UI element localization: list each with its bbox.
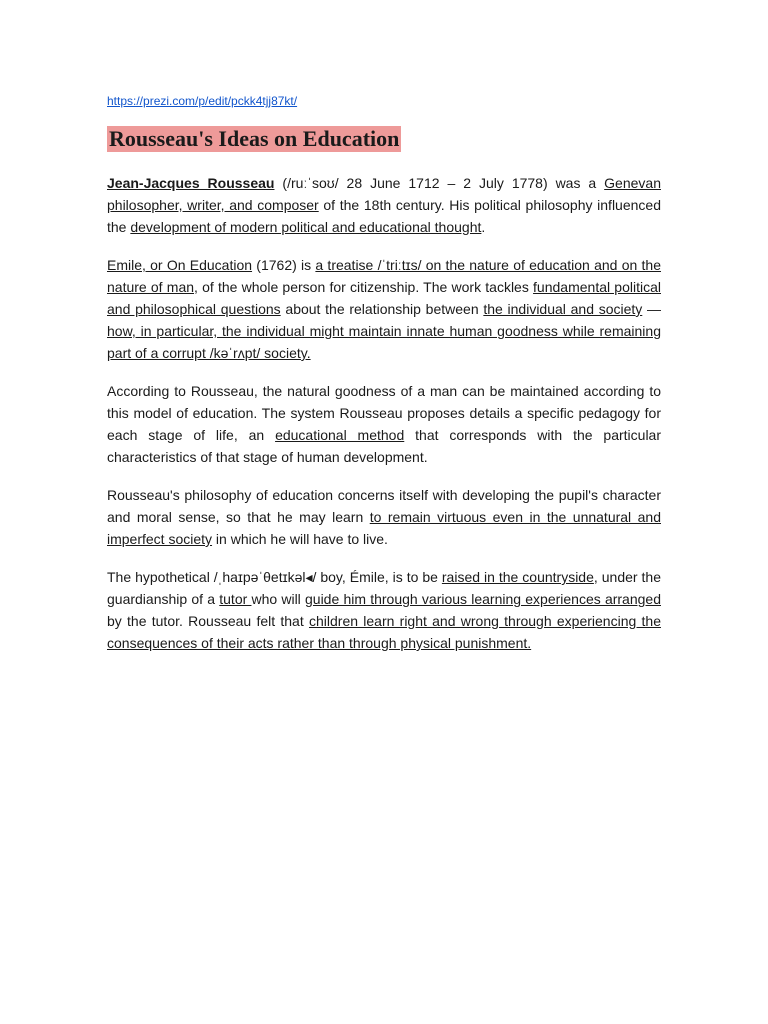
text-span: (1762) is bbox=[252, 257, 316, 273]
underlined-span: fundamental political and philosophical questions bbox=[107, 279, 661, 317]
text-span: that corresponds with the particular characteristics of that stage of human development. bbox=[107, 427, 662, 465]
underlined-span: to remain virtuous even in the unnatural and imperfect society bbox=[107, 509, 661, 547]
document-content bbox=[107, 92, 661, 670]
underlined-span: a treatise /ˈtriːtɪs/ on the nature of education and on the nature of man bbox=[107, 257, 661, 295]
author-name: Jean-Jacques Rousseau bbox=[107, 175, 275, 191]
text-span: , of the whole person for citizenship. The work tackles bbox=[194, 279, 534, 295]
text-span: of the 18th century. His political philosophy influenced the bbox=[107, 197, 661, 235]
text-span: (/ruːˈsoʊ/ 28 June 1712 – 2 July 1778) was a bbox=[274, 175, 605, 191]
underlined-span: how, in particular, the individual might maintain innate human goodness while remaining part of a corrupt /kəˈrʌpt/ society. bbox=[107, 323, 661, 361]
text-span: in which he will have to live. bbox=[212, 531, 388, 547]
underlined-span: development of modern political and educational thought bbox=[130, 219, 482, 235]
paragraph-5 bbox=[107, 566, 661, 654]
text-span: The hypothetical /ˌhaɪpəˈθetɪkəl◂/ boy, Émile, is to be bbox=[107, 569, 442, 585]
text-span: Rousseau's philosophy of education concerns itself with developing the pupil's character and moral sense, so that he may learn bbox=[107, 487, 661, 525]
underlined-span: guide him through various learning experiences arranged bbox=[305, 591, 661, 607]
prezi-link[interactable]: https://prezi.com/p/edit/pckk4tjj87kt/ bbox=[107, 94, 298, 108]
text-span: about the relationship between bbox=[280, 301, 484, 317]
text-span: . bbox=[481, 219, 486, 235]
underlined-span: children learn right and wrong through experiencing the consequences of their acts rather than through physical punishment. bbox=[107, 613, 661, 651]
text-span: According to Rousseau, the natural goodness of a man can be maintained according to this model of education. The system Rousseau proposes details a specific pedagogy for each stage of life, an bbox=[107, 383, 661, 443]
paragraph-1 bbox=[107, 172, 661, 238]
page-title: Rousseau's Ideas on Education bbox=[109, 126, 400, 151]
underlined-span: Genevan philosopher, writer, and composer bbox=[107, 175, 661, 213]
paragraph-3 bbox=[107, 380, 661, 468]
underlined-span: Emile, or On Education bbox=[107, 257, 253, 273]
underlined-span: raised in the countryside bbox=[441, 569, 594, 585]
paragraph-4 bbox=[107, 484, 661, 550]
text-span: by the tutor. Rousseau felt that bbox=[107, 613, 309, 629]
underlined-span: educational method bbox=[275, 427, 405, 443]
text-span: , under the guardianship of a bbox=[107, 569, 661, 607]
paragraph-2 bbox=[107, 254, 661, 364]
underlined-span: the individual and society bbox=[483, 301, 643, 317]
text-span: — bbox=[642, 301, 662, 317]
underlined-span: tutor bbox=[219, 591, 252, 607]
text-span: who will bbox=[251, 591, 305, 607]
